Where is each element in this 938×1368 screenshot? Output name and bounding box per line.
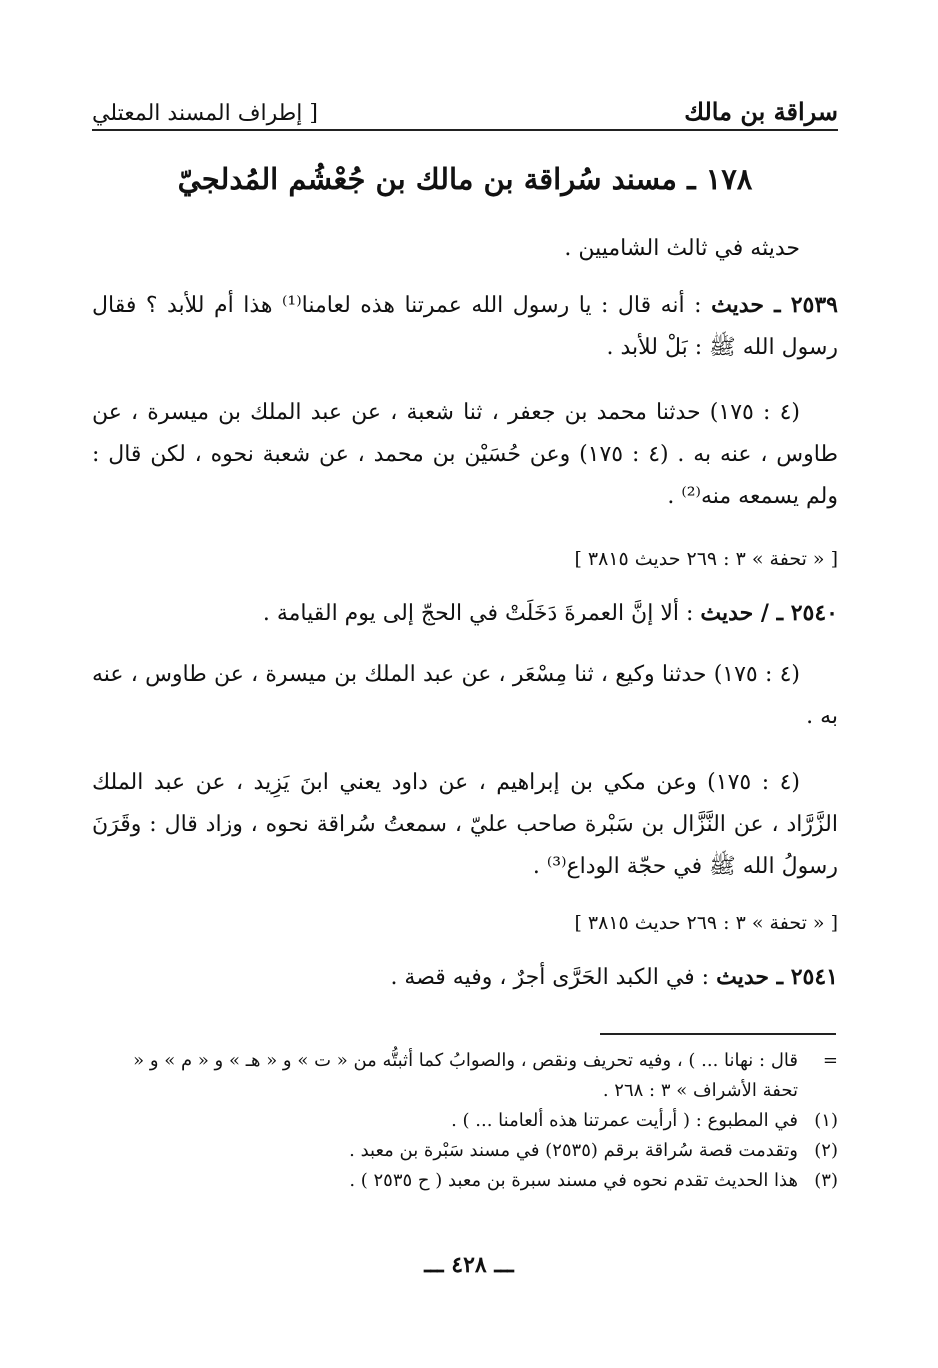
footnote-divider <box>600 1033 836 1035</box>
footnote-item <box>92 1166 838 1196</box>
intro-paragraph <box>92 228 838 270</box>
tuhfa-reference-2539: [ « تحفة » ٣ : ٢٦٩ حديث ٣٨١٥ ] <box>574 548 838 570</box>
hadith-2540-isnad-1 <box>92 654 838 738</box>
footnotes <box>92 1046 838 1196</box>
footnote-number: (١) <box>814 1110 838 1131</box>
section-title: ١٧٨ ـ مسند سُراقة بن مالك بن جُعْشُم المُدلجيّ <box>177 162 753 196</box>
hadith-2540-isnad-2 <box>92 762 838 888</box>
footnote-item <box>92 1046 838 1106</box>
footnote-number: (٣) <box>814 1170 838 1191</box>
hadith-2539-text: : أنه قال : يا رسول الله عمرتنا هذه لعامنا⁽¹⁾ هذا أم للأبد ؟ فقال رسول الله ﷺ : بَلْ للأبد . <box>92 293 838 360</box>
footnote-text: وتقدمت قصة سُراقة برقم (٢٥٣٥) في مسند سَبْرة بن معبد . <box>349 1140 798 1161</box>
running-header <box>92 96 838 126</box>
footnote-text: هذا الحديث تقدم نحوه في مسند سبرة بن معبد ( ح ٢٥٣٥ ) . <box>349 1170 798 1191</box>
hadith-2540-isnad-2-text: (٤ : ١٧٥) وعن مكي بن إبراهيم ، عن داود يعني ابنَ يَزِيد ، عن عبد الملك الزَّرَّاد ، عن النَّزَّال بن سَبْرة صاحب عليّ ، سمعتُ سُراقة نحوه ، وزاد قال : وقَرَنَ رسولُ الله ﷺ في حجّة الوداع⁽³⁾ . <box>92 770 838 879</box>
footnote-item <box>92 1106 838 1136</box>
hadith-2540-isnad-1-text: (٤ : ١٧٥) حدثنا وكيع ، ثنا مِسْعَر ، عن عبد الملك بن ميسرة ، عن طاوس ، عنه به . <box>92 662 838 729</box>
hadith-2541-text: : في الكبد الحَرَّى أجرٌ ، وفيه قصة . <box>390 965 710 990</box>
hadith-2541-number: ٢٥٤١ ـ حديث <box>716 964 838 990</box>
footnote-number: = <box>822 1050 838 1071</box>
hadith-2540-number: ٢٥٤٠ ـ / حديث <box>700 600 838 626</box>
hadith-2540-text: : ألا إنَّ العمرةَ دَخَلَتْ في الحجّ إلى يوم القيامة . <box>262 601 694 626</box>
intro-text: حديثه في ثالث الشاميين . <box>564 236 800 261</box>
hadith-2539 <box>92 284 838 369</box>
hadith-2539-isnad <box>92 392 838 518</box>
header-left-title: [ إطراف المسند المعتلي <box>92 101 318 126</box>
page-number: ـــ ٤٢٨ ـــ <box>424 1252 514 1278</box>
hadith-2539-isnad-text: (٤ : ١٧٥) حدثنا محمد بن جعفر ، ثنا شعبة ، عن عبد الملك بن ميسرة ، عن طاوس ، عنه به . (٤ : ١٧٥) وعن حُسَيْن بن محمد ، عن شعبة نحوه ، لكن قال : ولم يسمعه منه⁽²⁾ . <box>92 400 838 509</box>
tuhfa-reference-2540: [ « تحفة » ٣ : ٢٦٩ حديث ٣٨١٥ ] <box>574 912 838 934</box>
footnote-number: (٢) <box>814 1140 838 1161</box>
footnote-text: قال : نهانا ... ) ، وفيه تحريف ونقص ، والصوابُ كما أثبتُّه من « ت » و « هـ » و « م » و « تحفة الأشراف » ٣ : ٢٦٨ . <box>133 1050 798 1101</box>
header-divider <box>92 129 838 131</box>
header-right-title: سراقة بن مالك <box>684 97 838 126</box>
footnote-text: في المطبوع : ( أرأيت عمرتنا هذه ألعامنا ... ) . <box>451 1110 798 1131</box>
hadith-2540 <box>92 592 838 635</box>
hadith-2539-number: ٢٥٣٩ ـ حديث <box>711 292 838 318</box>
footnote-item <box>92 1136 838 1166</box>
hadith-2541 <box>92 956 838 999</box>
